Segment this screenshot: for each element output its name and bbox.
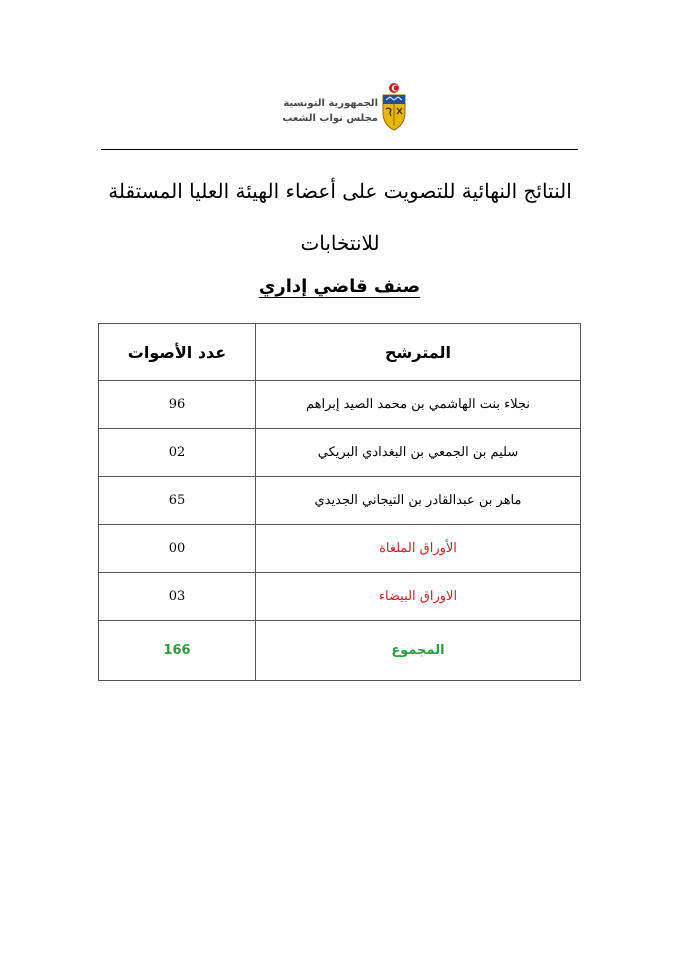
table-row [99, 381, 581, 429]
results-table [98, 323, 581, 681]
vote-count: 00 [99, 525, 256, 573]
category-subtitle: صنف قاضي إداري [258, 276, 421, 297]
vote-count: 65 [99, 477, 256, 525]
header-candidate: المترشح [256, 324, 581, 381]
letterhead [278, 78, 408, 134]
tunisia-coat-of-arms-icon [380, 82, 408, 132]
spoiled-ballots-label: الأوراق الملغاة [256, 525, 581, 573]
total-votes: 166 [99, 621, 256, 681]
table-row [99, 525, 581, 573]
table-row [99, 573, 581, 621]
total-row [99, 621, 581, 681]
candidate-name: نجلاء بنت الهاشمي بن محمد الصيد إبراهم [256, 381, 581, 429]
table-row [99, 477, 581, 525]
letterhead-line-assembly: مجلس نواب الشعب [282, 113, 378, 124]
letterhead-text [282, 96, 378, 126]
candidate-name: ماهر بن عبدالقادر بن التيجاني الجديدي [256, 477, 581, 525]
document-title: النتائج النهائية للتصويت على أعضاء الهيئة العليا المستقلة للانتخابات [108, 179, 572, 255]
letterhead-line-republic: الجمهورية التونسية [283, 98, 378, 109]
table-row [99, 429, 581, 477]
header-divider [101, 149, 578, 150]
blank-ballots-label: الاوراق البيضاء [256, 573, 581, 621]
total-label: المجموع [256, 621, 581, 681]
header-votes: عدد الأصوات [99, 324, 256, 381]
table-header-row [99, 324, 581, 381]
vote-count: 96 [99, 381, 256, 429]
vote-count: 02 [99, 429, 256, 477]
vote-count: 03 [99, 573, 256, 621]
candidate-name: سليم بن الجمعي بن البغدادي البريكي [256, 429, 581, 477]
